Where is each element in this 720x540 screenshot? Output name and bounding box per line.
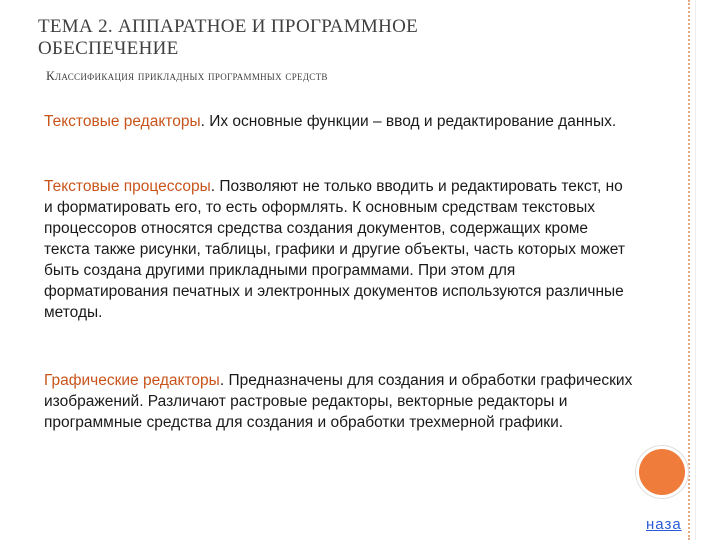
- right-border-line: [695, 0, 696, 540]
- right-dotted-border: [688, 0, 690, 540]
- section-word-processors: [44, 176, 634, 323]
- title-line-2: ОБЕСПЕЧЕНИЕ: [38, 38, 179, 59]
- section-text: . Позволяют не только вводить и редактировать текст, но и форматировать его, то есть оформлять. К основным средствам текстовых процессоров относятся средства создания документов, содержащих кроме текста также рисунки, таблицы, графики и другие объекты, часть которых может быть создана другими прикладными программами. При этом для форматирования печатных и электронных документов используются различные методы.: [44, 178, 625, 321]
- section-text-editors: [44, 111, 634, 132]
- page-title: [38, 16, 638, 60]
- section-text: . Их основные функции – ввод и редактирование данных.: [200, 113, 617, 130]
- title-line-1: ТЕМА 2. АППАРАТНОЕ И ПРОГРАММНОЕ: [38, 16, 419, 37]
- decorative-circle-icon: [639, 449, 685, 495]
- page-subtitle: Классификация прикладных программных средств: [46, 68, 328, 83]
- section-graphic-editors: [44, 370, 634, 433]
- section-term: Текстовые редакторы: [44, 113, 201, 130]
- section-term: Графические редакторы: [44, 372, 220, 389]
- section-text: . Предназначены для создания и обработки графических изображений. Различают растровые редакторы, векторные редакторы и программные средства для создания и обработки трехмерной графики.: [44, 372, 633, 431]
- back-link[interactable]: наза: [646, 516, 682, 533]
- section-term: Текстовые процессоры: [44, 178, 211, 195]
